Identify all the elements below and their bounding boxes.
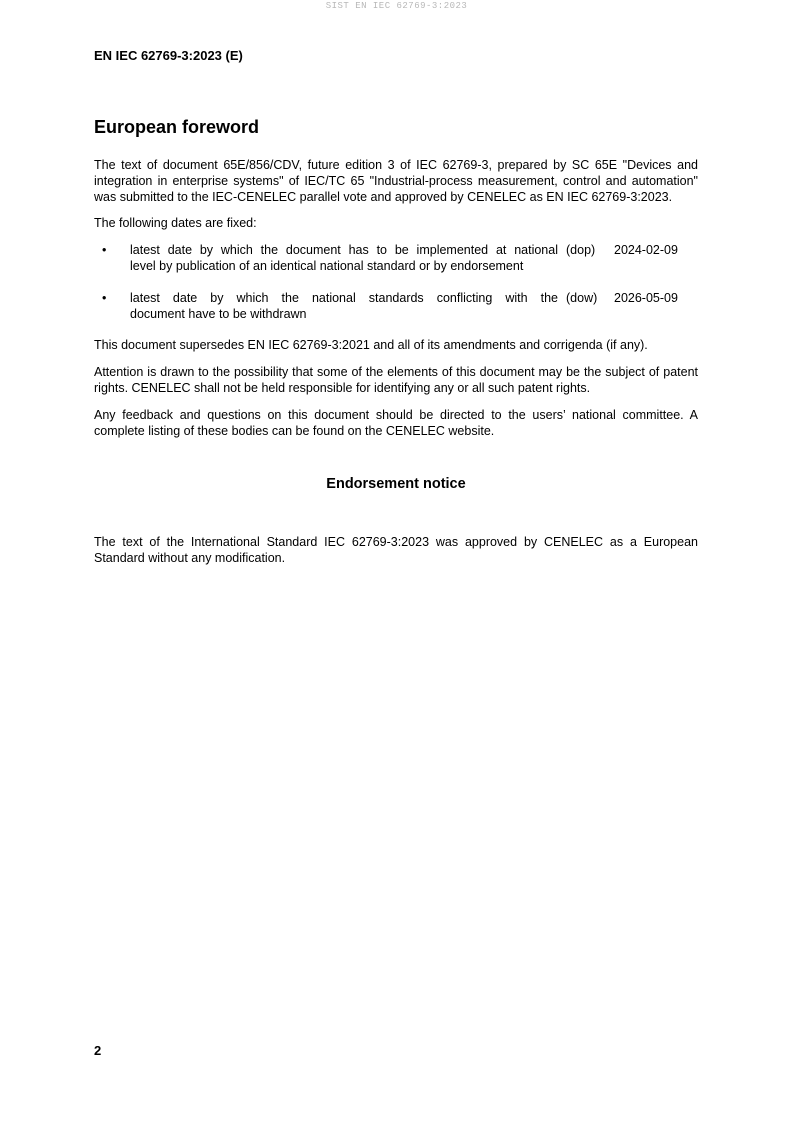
date-code: (dow) bbox=[566, 290, 598, 305]
date-description-line-2: document have to be withdrawn bbox=[130, 306, 307, 321]
date-description-line-1: latest date by which the document has to be implemented at national bbox=[130, 243, 558, 258]
supersedes-paragraph: This document supersedes EN IEC 62769-3:2021 and all of its amendments and corrigenda (if any). bbox=[94, 338, 648, 353]
bullet-icon: • bbox=[102, 243, 107, 258]
date-description bbox=[130, 291, 558, 323]
date-description bbox=[130, 243, 558, 275]
endorsement-paragraph: The text of the International Standard IEC 62769-3:2023 was approved by CENELEC as a European Standard without any modification. bbox=[94, 535, 698, 566]
dates-intro-paragraph: The following dates are fixed: bbox=[94, 216, 257, 231]
endorsement-title: Endorsement notice bbox=[326, 476, 466, 493]
date-code: (dop) bbox=[566, 243, 596, 258]
bullet-icon: • bbox=[102, 290, 107, 305]
dates-list bbox=[94, 243, 698, 322]
date-item-dow bbox=[94, 291, 698, 323]
watermark-text: SIST EN IEC 62769-3:2023 bbox=[325, 1, 468, 11]
date-value: 2026-05-09 bbox=[614, 290, 678, 305]
document-id: EN IEC 62769-3:2023 (E) bbox=[94, 48, 243, 63]
foreword-intro-paragraph: The text of document 65E/856/CDV, future edition 3 of IEC 62769-3, prepared by SC 65E "Devices and integration in enterprise systems" of IEC/TC 65 "Industrial-process measurement, control and automation" was submitted to the IEC-CENELEC parallel vote and approved by CENELEC as EN IEC 62769-3:2023. bbox=[94, 158, 698, 204]
page-number: 2 bbox=[94, 1043, 102, 1058]
date-description-line-1: latest date by which the national standards conflicting with the bbox=[130, 290, 558, 305]
date-item-dop bbox=[94, 243, 698, 275]
feedback-paragraph: Any feedback and questions on this document should be directed to the users’ national committee. A complete listing of these bodies can be found on the CENELEC website. bbox=[94, 407, 698, 438]
patent-paragraph: Attention is drawn to the possibility that some of the elements of this document may be the subject of patent rights. CENELEC shall not be held responsible for identifying any or all such patent rights. bbox=[94, 365, 698, 395]
foreword-title: European foreword bbox=[94, 117, 260, 137]
page-content bbox=[94, 116, 698, 578]
date-value: 2024-02-09 bbox=[614, 243, 678, 258]
date-description-line-2: level by publication of an identical national standard or by endorsement bbox=[130, 258, 524, 273]
